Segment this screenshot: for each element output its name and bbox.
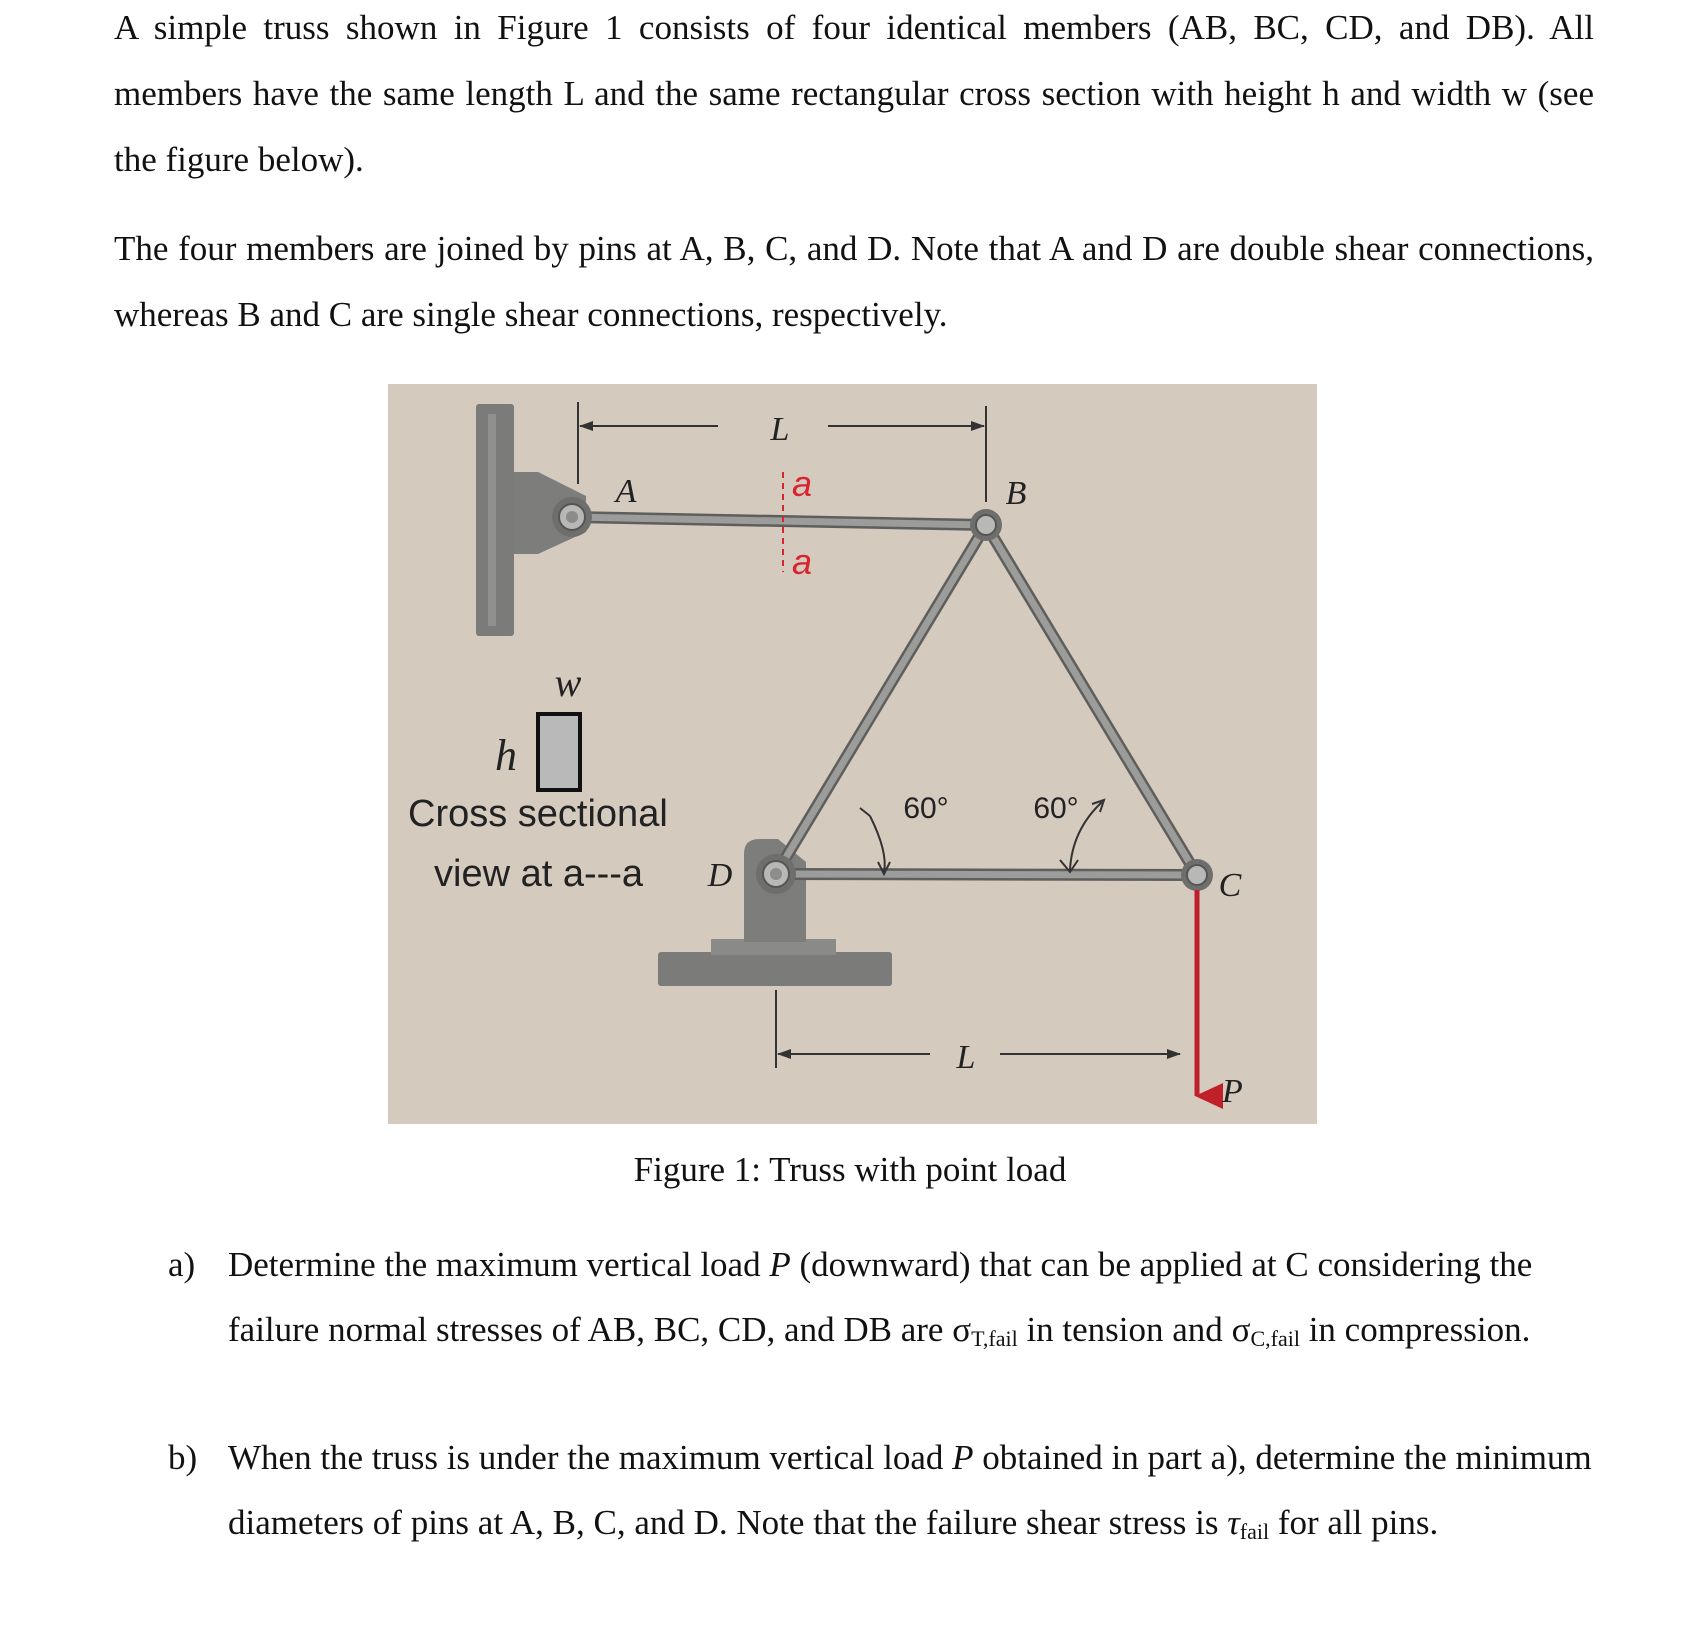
label-a-bottom: a [791,541,813,582]
pin-d [756,854,796,894]
label-l-top: L [770,411,790,448]
question-b-label: b) [168,1438,198,1477]
question-a-p: P [769,1245,791,1284]
label-a-top: a [791,463,813,504]
question-b [168,1425,1598,1564]
section-title-line-2: view at a---a [434,853,644,895]
question-a-text-2: (downward) that can be applied at C considering the failure normal stresses of AB, BC, CD, and DB are [228,1245,1533,1349]
pin-a [552,497,592,537]
figure-caption: Figure 1: Truss with point load [633,1150,1067,1189]
question-a-text-3: in tension and [1017,1310,1232,1349]
question-a-label: a) [168,1245,196,1284]
sigma-c-symbol: σ [1231,1310,1251,1349]
truss-diagram [388,384,1317,1124]
label-joint-d: D [707,857,733,894]
tau-subscript: fail [1239,1519,1270,1544]
angle-left-label: 60° [903,792,949,825]
label-load-p: P [1222,1073,1243,1110]
intro-paragraph-1: A simple truss shown in Figure 1 consists of four identical members (AB, BC, CD, and DB). All members have the same length L and the same rectangular cross section with height h and width w (see the figure below). [114,8,1594,179]
truss-figure [388,384,1317,1124]
pin-c [1181,859,1213,891]
question-a-text-4: in compression. [1299,1310,1531,1349]
question-b-p: P [952,1438,974,1477]
question-b-text-2: obtained in part a), determine the minimum diameters of pins at A, B, C, and D. Note that the failure shear stress is [228,1438,1592,1542]
label-joint-b: B [1005,475,1027,512]
intro-paragraph-2: The four members are joined by pins at A, B, C, and D. Note that A and D are double shear connections, whereas B and C are single shear connections, respectively. [114,229,1594,334]
label-height-h: h [495,731,517,780]
question-b-text-1: When the truss is under the maximum vertical load [228,1438,953,1477]
section-title-line-1: Cross sectional [408,793,668,835]
question-a-text-1: Determine the maximum vertical load [228,1245,770,1284]
angle-right-label: 60° [1033,792,1079,825]
label-l-bottom: L [956,1039,976,1076]
question-b-text-3: for all pins. [1269,1503,1439,1542]
cross-section-rectangle [538,714,580,790]
sigma-t-subscript: T,fail [971,1326,1018,1351]
label-width-w: w [554,660,582,705]
sigma-c-subscript: C,fail [1250,1326,1300,1351]
tau-symbol: τ [1227,1503,1240,1542]
sigma-t-symbol: σ [952,1310,972,1349]
label-joint-c: C [1218,867,1242,904]
pin-b [970,509,1002,541]
label-joint-a: A [615,473,637,510]
question-a [168,1232,1598,1371]
